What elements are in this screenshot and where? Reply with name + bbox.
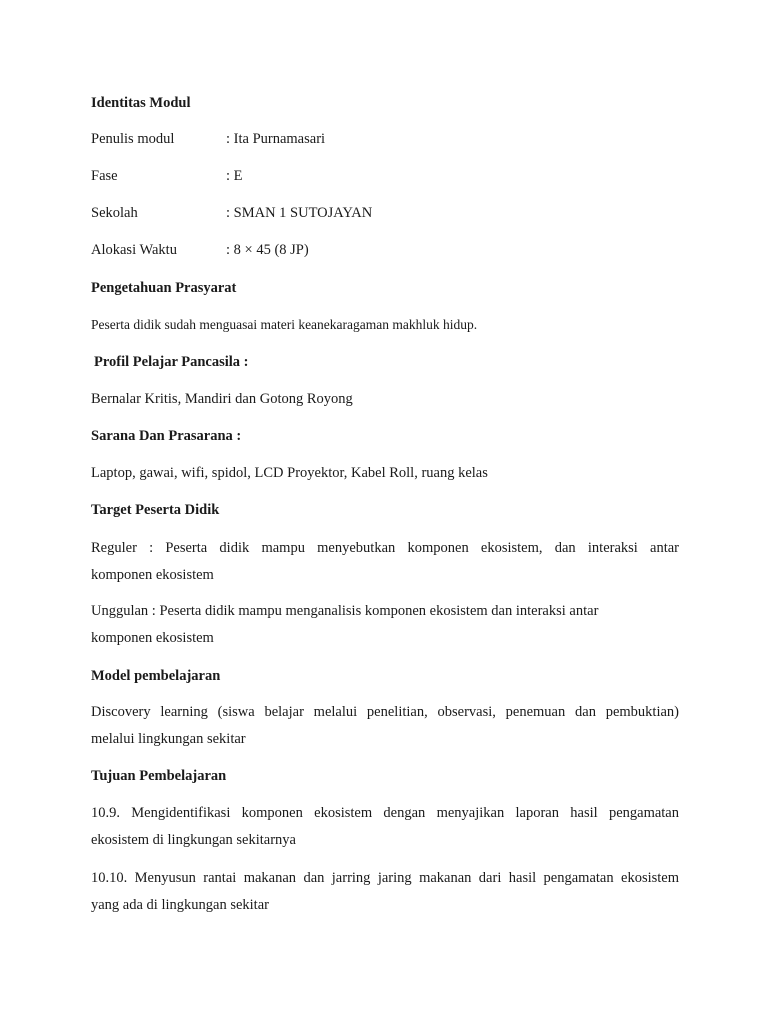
label-alokasi-waktu: Alokasi Waktu [91,242,177,258]
text-profil-pelajar-pancasila: Bernalar Kritis, Mandiri dan Gotong Royong [91,391,353,407]
heading-identitas-modul: Identitas Modul [91,95,191,111]
tujuan-item-2-line2: yang ada di lingkungan sekitar [91,897,269,913]
tujuan-item-1-line2: ekosistem di lingkungan sekitarnya [91,832,296,848]
value-sekolah: : SMAN 1 SUTOJAYAN [226,205,373,221]
text-model-pembelajaran-line2: melalui lingkungan sekitar [91,731,246,747]
tujuan-item-1-line1: 10.9. Mengidentifikasi komponen ekosistem dengan menyajikan laporan hasil pengamatan [91,805,679,821]
target-reguler-line2: komponen ekosistem [91,567,214,583]
label-penulis-modul: Penulis modul [91,131,175,147]
target-unggulan-line2: komponen ekosistem [91,630,214,646]
target-unggulan-line1: Unggulan : Peserta didik mampu menganalisis komponen ekosistem dan interaksi antar [91,603,599,619]
heading-sarana-prasarana: Sarana Dan Prasarana : [91,428,242,444]
heading-target-peserta-didik: Target Peserta Didik [91,502,220,518]
tujuan-item-2-line1: 10.10. Menyusun rantai makanan dan jarring jaring makanan dari hasil pengamatan ekosistem [91,870,679,886]
heading-profil-pelajar-pancasila: Profil Pelajar Pancasila : [94,354,249,370]
value-penulis-modul: : Ita Purnamasari [226,131,326,147]
target-reguler-line1: Reguler : Peserta didik mampu menyebutkan komponen ekosistem, dan interaksi antar [91,540,679,556]
heading-pengetahuan-prasyarat: Pengetahuan Prasyarat [91,280,237,296]
text-sarana-prasarana: Laptop, gawai, wifi, spidol, LCD Proyektor, Kabel Roll, ruang kelas [91,465,488,481]
heading-tujuan-pembelajaran: Tujuan Pembelajaran [91,768,227,784]
label-sekolah: Sekolah [91,205,138,221]
label-fase: Fase [91,168,118,184]
heading-model-pembelajaran: Model pembelajaran [91,668,221,684]
value-alokasi-waktu: : 8 × 45 (8 JP) [226,242,309,258]
text-model-pembelajaran-line1: Discovery learning (siswa belajar melalui penelitian, observasi, penemuan dan pembuktian) [91,704,679,720]
value-fase: : E [226,168,243,184]
text-pengetahuan-prasyarat: Peserta didik sudah menguasai materi keanekaragaman makhluk hidup. [91,317,478,332]
